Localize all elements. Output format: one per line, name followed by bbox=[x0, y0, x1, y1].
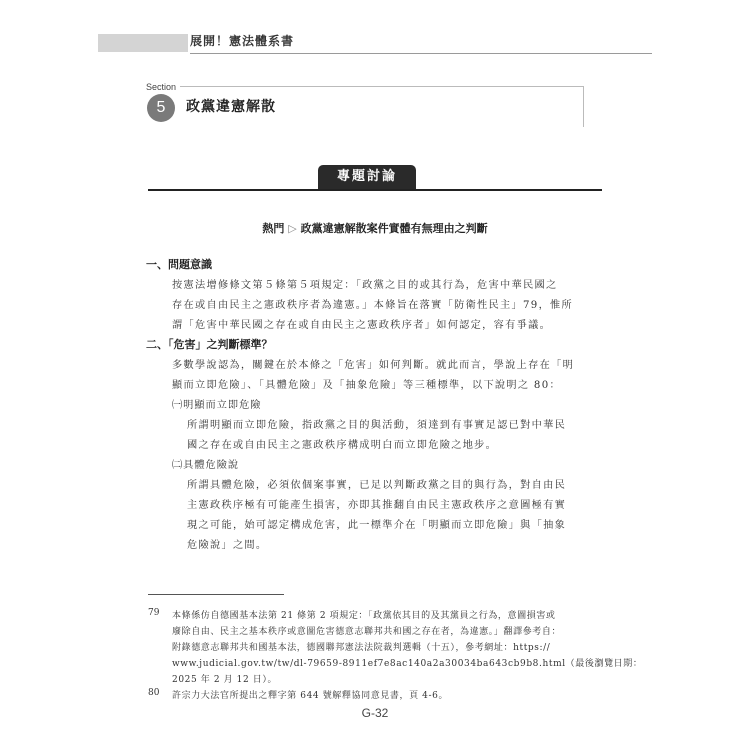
section-label: Section bbox=[146, 82, 177, 92]
heading-problem: 一、問題意識 bbox=[146, 258, 212, 271]
footnote-line: 許宗力大法官所提出之釋字第 644 號解釋協同意見書，頁 4-6。 bbox=[172, 691, 449, 701]
subheading-concrete-danger: ㈡具體危險說 bbox=[172, 460, 240, 471]
paragraph-line: 主憲政秩序極有可能產生損害，亦即其推翻自由民主憲政秩序之意圖極有實 bbox=[187, 500, 567, 511]
paragraph-line: 國之存在或自由民主之憲政秩序構成明白而立即危險之地步。 bbox=[187, 440, 498, 451]
triangle-arrow-icon: ▷ bbox=[288, 222, 297, 235]
series-title: 展開！憲法體系書 bbox=[190, 34, 295, 48]
heading-standard: 二、「危害」之判斷標準？ bbox=[146, 338, 273, 351]
topic-divider bbox=[148, 189, 602, 191]
footnote-rule bbox=[148, 594, 284, 595]
paragraph-line: 所謂明顯而立即危險，指政黨之目的與活動，須達到有事實足認已對中華民 bbox=[187, 420, 567, 431]
paragraph-line: 按憲法增修條文第５條第５項規定：「政黨之目的或其行為，危害中華民國之 bbox=[172, 280, 558, 291]
section-title: 政黨違憲解散 bbox=[186, 99, 276, 115]
hot-title: 政黨違憲解散案件實體有無理由之判斷 bbox=[300, 222, 488, 235]
footnote-line: 本條係仿自德國基本法第 21 條第 2 項規定：「政黨依其目的及其黨員之行為，意圖損害或 bbox=[172, 611, 556, 621]
paragraph-line: 所謂具體危險，必須依個案事實，已足以判斷政黨之目的與行為，對自由民 bbox=[187, 480, 567, 491]
hot-topic-heading bbox=[0, 220, 750, 236]
paragraph-line: 多數學說認為，關鍵在於本條之「危害」如何判斷。就此而言，學說上存在「明 bbox=[172, 360, 575, 371]
paragraph-line: 危險說」之間。 bbox=[187, 540, 268, 551]
paragraph-line: 謂「危害中華民國之存在或自由民主之憲政秩序者」如何認定，容有爭議。 bbox=[172, 320, 552, 331]
footnote-number: 79 bbox=[148, 608, 160, 618]
paragraph-line: 存在或自由民主之憲政秩序者為違憲。」本條旨在落實「防衛性民主」79，惟所 bbox=[172, 300, 574, 311]
topic-tab: 專題討論 bbox=[318, 165, 416, 189]
section-number-badge: 5 bbox=[147, 94, 175, 122]
footnote-line: 附錄德意志聯邦共和國基本法，德國聯邦憲法法院裁判選輯（十五），參考網址：https:// bbox=[172, 643, 551, 653]
header-divider bbox=[190, 53, 652, 54]
footnote-line: www.judicial.gov.tw/tw/dl-79659-8911ef7e8ac140a2a30034ba643cb9b8.html（最後瀏覽日期： bbox=[172, 659, 643, 669]
footnote-line: 廢除自由、民主之基本秩序或意圖危害德意志聯邦共和國之存在者，為違憲。」翻譯參考自： bbox=[172, 627, 562, 637]
paragraph-line: 顯而立即危險」、「具體危險」及「抽象危險」等三種標準，以下說明之 80： bbox=[172, 380, 561, 391]
header-bar bbox=[98, 34, 188, 52]
page-number: G-32 bbox=[361, 706, 389, 720]
paragraph-line: 現之可能，始可認定構成危害，此一標準介在「明顯而立即危險」與「抽象 bbox=[187, 520, 567, 531]
footnote-number: 80 bbox=[148, 688, 160, 698]
subheading-clear-danger: ㈠明顯而立即危險 bbox=[172, 400, 262, 411]
footnote-line: 2025 年 2 月 12 日）。 bbox=[172, 675, 278, 685]
hot-prefix: 熱門 bbox=[262, 222, 285, 235]
